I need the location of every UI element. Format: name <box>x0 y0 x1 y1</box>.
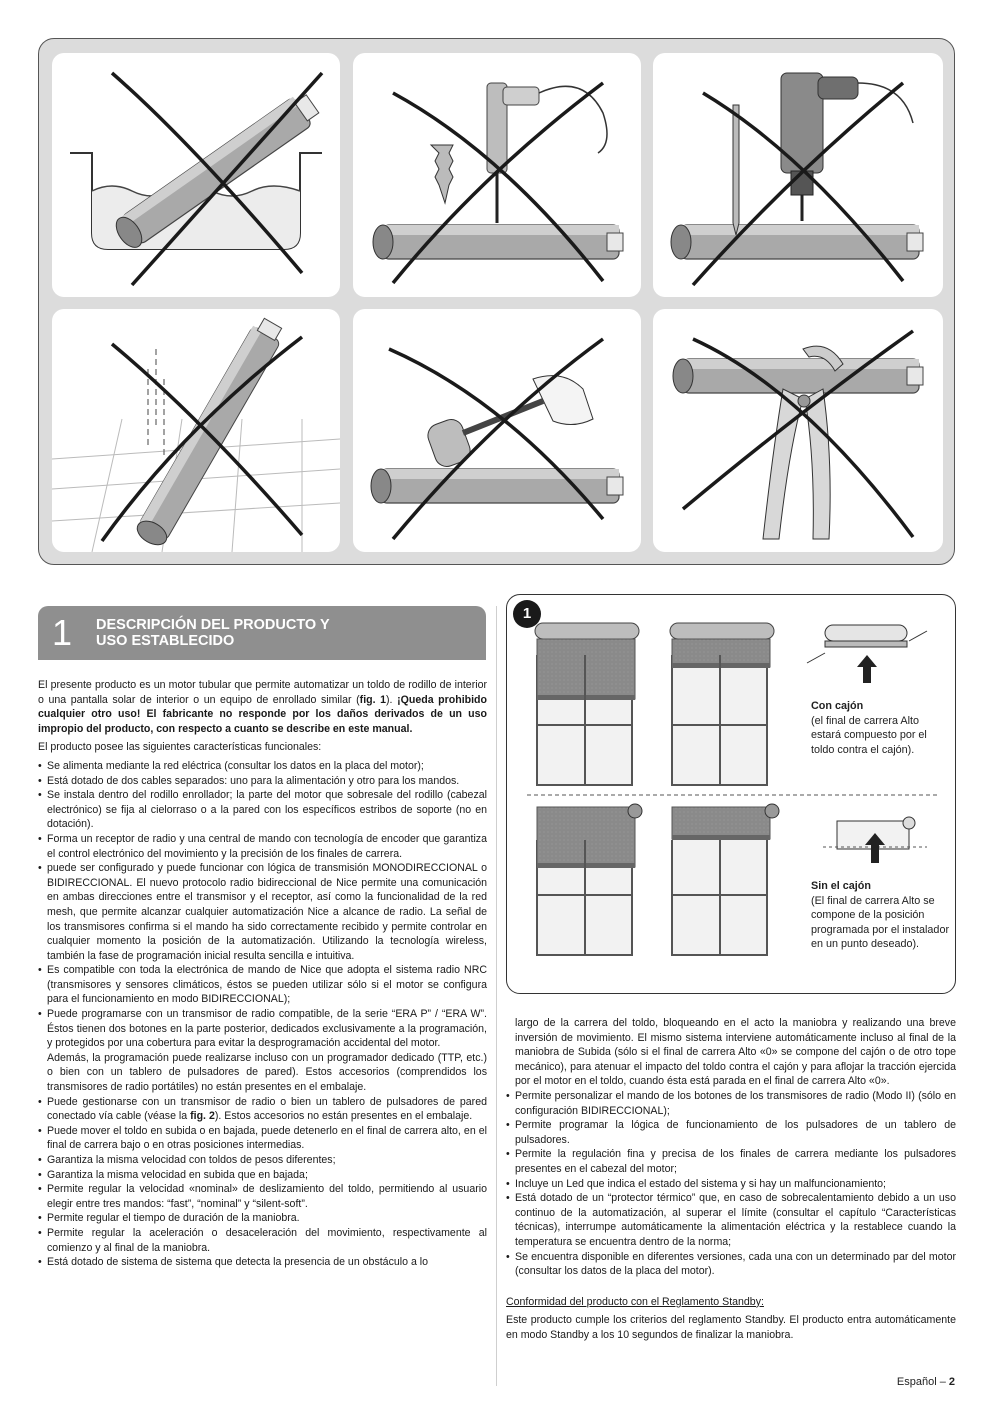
no-box-detail <box>823 817 927 863</box>
feature-item-continuation: Además, la programación puede realizarse incluso con un programador dedicado (TTP, etc.) o bien con un tablero de pulsadores de pared). Estos accesorios (comprendidos los transmisores de radio portátiles) no están presentes en el embalaje. <box>47 1051 487 1094</box>
conformity-text: Este producto cumple los criterios del reglamento Standby. El producto entra automáticamente en modo Standby a los 10 segundos de finalizar la maniobra. <box>506 1314 956 1341</box>
warning-screw-image <box>353 53 641 297</box>
feature-item: • puede ser configurado y puede funcionar con lógica de transmisión MONODIRECCIONAL o BIDIRECCIONAL. El nuevo protocolo radio bidireccional de Nice permite una comunicación en ambas direcciones entre el transmisor y el receptor, así como la funcionalidad de la red mesh, que permite alcanzar cualquier automatización Nice a alcance de radio. La señal de los transmisores confirma si el mando ha sido correctamente recibido y permite controlar en cualquier momento la posición de la automatización. Utilizando la tecnología wireless, también la fase de programación inicial resulta sencilla e intuitiva. <box>38 861 487 963</box>
intro-warning: ¡Queda prohibido cualquier otro uso! El fabricante no responde por los daños derivados de un uso impropio del producto, con respecto a cuanto se describe en este manual. <box>38 693 487 735</box>
feature-item: • Garantiza la misma velocidad con toldos de pesos diferentes; <box>38 1153 487 1168</box>
section-title <box>96 617 476 649</box>
column-divider <box>496 606 497 1386</box>
feature-item: • Incluye un Led que indica el estado del sistema y si hay un malfuncionamiento; <box>506 1177 956 1192</box>
caption-without-box-title: Sin el cajón <box>811 880 871 892</box>
caption-with-box-title: Con cajón <box>811 700 864 712</box>
caption-without-box <box>811 879 951 952</box>
fig2-text-b: ). Estos accesorios no están presentes en el embalaje. <box>214 1110 473 1123</box>
feature-item: • Forma un receptor de radio y una central de mando con tecnología de encoder que garantiza el control electrónico del movimiento y la precisión de los finales de carrera. <box>38 832 487 861</box>
intro-text-a: El presente producto es un motor tubular que permite automatizar un toldo de rodillo de interior o una pantalla solar de interior o un equipo de enrollado similar ( <box>38 679 487 706</box>
feature-item: • Permite la regulación fina y precisa de los finales de carrera mediante los pulsadores presentes en el cabezal del motor; <box>506 1147 956 1176</box>
feature-item: • Está dotado de un “protector térmico” que, en caso de sobrecalentamiento debido a un uso continuo de la automatización, al superar el límite (consultar el capítulo “Características técnicas), interrumpe automáticamente la alimentación eléctrica y la restablece cuando la temperatura se encuentra dentro de la norma; <box>506 1191 956 1249</box>
feature-item: • Puede mover el toldo en subida o en bajada, puede detenerlo en el final de carrera alto, en el final de carrera bajo o en otras posiciones intermedias. <box>38 1124 487 1153</box>
figure-1-badge: 1 <box>513 600 541 628</box>
caption-without-box-text: (El final de carrera Alto se compone de la posición programada por el instalador en un punto deseado). <box>811 894 950 951</box>
section-title-line1: DESCRIPCIÓN DEL PRODUCTO Y <box>96 617 330 633</box>
warning-hammer-image <box>353 309 641 552</box>
section-header <box>38 606 486 660</box>
caption-with-box <box>811 699 951 757</box>
window-with-box-1 <box>535 623 639 785</box>
feature-item: • Está dotado de sistema de sistema que detecta la presencia de un obstáculo a lo <box>38 1255 487 1270</box>
warning-drill-image <box>653 53 943 297</box>
caption-with-box-text: (el final de carrera Alto estará compuesto por el toldo contra el cajón). <box>811 714 927 756</box>
feature-item <box>38 1095 487 1124</box>
feature-item: • Se alimenta mediante la red eléctrica (consultar los datos en la placa del motor); <box>38 759 487 774</box>
feature-item: • Garantiza la misma velocidad en subida que en bajada; <box>38 1168 487 1183</box>
fig2-text-a: Puede gestionarse con un transmisor de radio o bien un tablero de pulsadores de pared conectado vía cable (véase la <box>47 1095 487 1123</box>
feature-item: • Permite programar la lógica de funcionamiento de los pulsadores de un tablero de pulsadores. <box>506 1118 956 1147</box>
warning-pliers-image <box>653 309 943 552</box>
window-without-box-2 <box>672 804 779 955</box>
box-detail <box>807 625 927 683</box>
footer-language: Español – <box>896 1376 949 1388</box>
features-list-left <box>38 759 487 1270</box>
feature-item: • Puede programarse con un transmisor de radio compatible, de la serie “ERA P” / “ERA W”. Éstos tienen dos botones en la parte posterior, dedicados exclusivamente a la programación, y protegidos por una cobertura para evitar la desprogramación accidental del motor. <box>38 1007 487 1051</box>
intro-paragraph <box>38 678 487 736</box>
page-number: 2 <box>948 1376 955 1388</box>
warning-panel <box>38 38 955 565</box>
section-number: 1 <box>52 612 73 653</box>
feature-item: • Permite regular la aceleración o desaceleración del movimiento, respectivamente al comienzo y al final de la maniobra. <box>38 1226 487 1255</box>
intro-text-b: ). <box>386 693 393 706</box>
feature-item: • Se encuentra disponible en diferentes versiones, cada una con un determinado par del motor (consultar los datos de la placa del motor). <box>506 1250 956 1279</box>
left-column <box>38 678 487 1270</box>
feature-item: • Permite personalizar el mando de los botones de los transmisores de radio (Modo II) (sólo en configuración BIDIRECCIONAL); <box>506 1089 956 1118</box>
figure-1 <box>506 594 956 994</box>
feature-item: • Está dotado de dos cables separados: uno para la alimentación y otro para los mandos. <box>38 774 487 789</box>
features-intro: El producto posee las siguientes características funcionales: <box>38 741 322 754</box>
conformity-title: Conformidad del producto con el Reglamento Standby: <box>506 1295 764 1308</box>
page-footer <box>897 1376 955 1388</box>
feature-item: • Permite regular el tiempo de duración de la maniobra. <box>38 1211 487 1226</box>
feature-item: • Es compatible con toda la electrónica de mando de Nice que adopta el sistema radio NRC (transmisores y sensores climáticos, éstos se pueden utilizar sólo si el motor se configura para el funcionamiento en modo BIDIRECCIONAL); <box>38 963 487 1007</box>
section-title-line2: USO ESTABLECIDO <box>96 633 235 649</box>
warning-drop-image <box>52 309 340 552</box>
warning-immersion-image <box>52 53 340 297</box>
feature-item: • Se instala dentro del rodillo enrollador; la parte del motor que sobresale del rodillo (cabezal electrónico) se fija al cielorraso o a la pared con los específicos estribos de soporte (no en dotación). <box>38 788 487 832</box>
window-with-box-2 <box>670 623 774 785</box>
feature-item-continuation: largo de la carrera del toldo, bloqueando en el acto la maniobra y realizando una breve inversión de movimiento. El mismo sistema interviene automáticamente incluso al final de la maniobra de Subida (sólo si el final de carrera Alto «0» se compone del cajón o de otro tope mecánico), para atenuar el impacto del toldo contra el cajón y para aflojar la tracción ejercida por el motor en el toldo, cuando ésta está parada en el final de carrera Alto «0». <box>515 1017 956 1088</box>
feature-item: • Permite regular la velocidad «nominal» de deslizamiento del toldo, permitiendo al usuario elegir entre tres mandos: “fast”, “nominal” y “silent-soft”. <box>38 1182 487 1211</box>
fig2-reference: fig. 2 <box>190 1110 215 1123</box>
right-column <box>506 1016 956 1346</box>
window-without-box-1 <box>537 804 642 955</box>
fig1-reference: fig. 1 <box>359 693 387 706</box>
features-list-right <box>506 1016 956 1279</box>
